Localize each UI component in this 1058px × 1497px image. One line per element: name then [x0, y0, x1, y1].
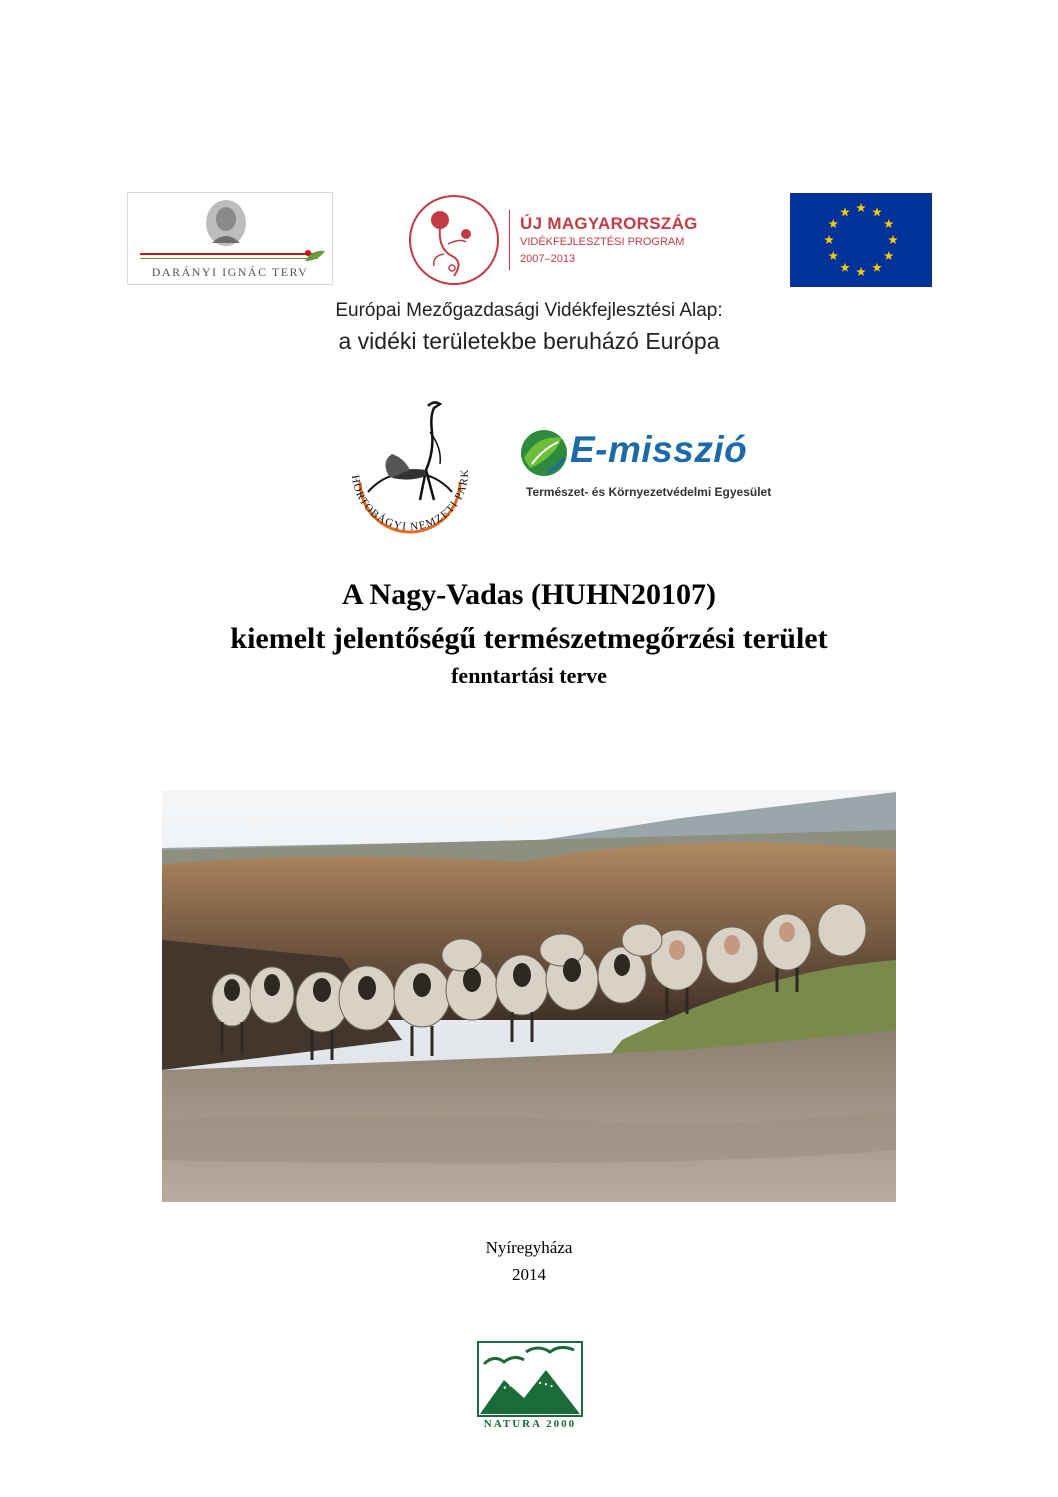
hortobagy-nemzeti-park-logo	[330, 392, 490, 552]
flower-emblem-icon	[408, 194, 500, 286]
leaf-icon	[304, 249, 326, 263]
portrait-icon	[202, 199, 250, 249]
globe-leaf-icon	[518, 428, 570, 478]
daranyi-text: DARÁNYI IGNÁC TERV	[151, 265, 309, 279]
e-misszio-logo	[518, 425, 788, 505]
e-misszio-name: E-misszió	[570, 429, 748, 470]
umvp-years: 2007–2013	[520, 253, 576, 265]
emva-line-2: a vidéki területekbe beruházó Európa	[338, 328, 720, 354]
publication-year: 2014	[512, 1265, 546, 1284]
e-misszio-subtitle: Természet- és Környezetvédelmi Egyesület	[526, 485, 772, 499]
hnp-text: HORTOBÁGYI NEMZETI PARK	[348, 468, 472, 534]
natura-2000-text: NATURA 2000	[483, 1418, 577, 1430]
document-title: A Nagy-Vadas (HUHN20107)	[342, 578, 716, 611]
uj-magyarorszag-logo	[408, 194, 718, 290]
daranyi-ignac-terv-logo	[127, 192, 333, 285]
eu-flag-icon	[790, 193, 932, 287]
document-subtitle: fenntartási terve	[451, 663, 607, 688]
natura-2000-logo	[474, 1340, 586, 1440]
publication-place: Nyíregyháza	[485, 1238, 573, 1257]
natura-2000-icon	[474, 1340, 586, 1418]
umvp-subtitle: VIDÉKFEJLESZTÉSI PROGRAM	[520, 236, 685, 248]
document-title-line-2: kiemelt jelentőségű természetmegőrzési terület	[230, 622, 828, 655]
sheep-flock-photo	[162, 790, 896, 1202]
emva-line-1: Európai Mezőgazdasági Vidékfejlesztési Alap:	[335, 300, 723, 321]
umvp-title: ÚJ MAGYARORSZÁG	[520, 214, 698, 233]
